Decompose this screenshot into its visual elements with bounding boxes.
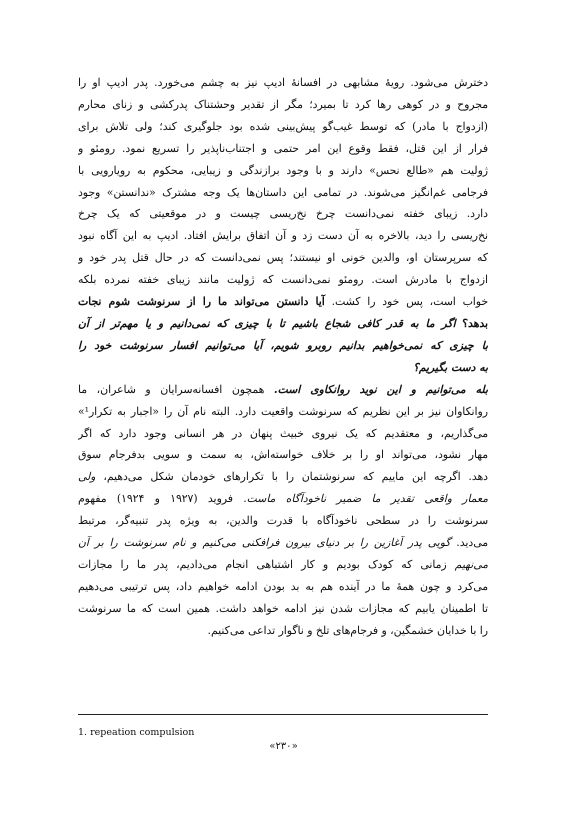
bold-italic-question: با چیزی که نمی‌خواهیم بدانیم روبرو شویم، آیا می‌توانیم افسار سرنوشت خود را <box>78 338 488 352</box>
text-line: تا اطمینان یابیم که مجازات شدن نیز ادامه خواهد داشت. همین است که ما سرنوشت <box>78 601 488 615</box>
text-line: مهار نشود، می‌تواند او را بر خلاف خواسته‌اش، به سمت و سویی بدفرجام سوق <box>78 448 488 462</box>
text-line <box>78 488 488 510</box>
bold-question: آیا دانستن می‌تواند ما را از سرنوشت شوم نجات <box>78 295 325 309</box>
page-number: «۲۳۰» <box>269 741 298 752</box>
text-line: (ازدواج با مادر) که توسط غیب‌گو پیش‌بینی شده بود جلوگیری کند؛ ولی تلاش برای <box>78 119 488 133</box>
bold-italic-question: اگر ما به قدر کافی شجاع باشیم تا با چیزی که نمی‌دانیم و یا مهم‌تر از آن <box>78 316 456 330</box>
text-line <box>78 532 488 554</box>
text-line <box>78 466 488 488</box>
italic-text: ولی <box>78 470 96 484</box>
text-line: دخترش می‌شود. رویهٔ مشابهی در افسانهٔ ادیپ نیز به چشم می‌خورد. پدر ادیپ او را <box>78 76 488 89</box>
text-line: مجروح و در کوهی رها کرد تا بمیرد؛ مگر از تقدیر وحشتناک پدرکشی و زنای محارم <box>78 97 488 111</box>
footnote-number: 1. <box>78 727 88 738</box>
text-line <box>78 313 488 335</box>
italic-text: می‌نهیم <box>454 557 488 571</box>
italic-text: گویی پدر آغازین را بر دنیای بیرون فرافکنی می‌کنیم و نام سرنوشت را بر آن <box>78 536 451 550</box>
plain-text: فروید (۱۹۲۷ و ۱۹۲۴) مفهوم <box>78 492 233 506</box>
text-line <box>78 335 488 357</box>
italic-text: معمار واقعی تقدیر ما ضمیر ناخودآگاه ماست. <box>243 492 488 506</box>
paragraph-2 <box>78 379 488 642</box>
text-line: فرجامی غم‌انگیز می‌شوند. در تمامی این داستان‌ها یک وجه مشترک «ندانستن» وجود <box>78 185 488 199</box>
plain-text: می‌دید. <box>456 536 488 550</box>
text-line: ازدواج با مادرش است. رومئو نمی‌دانست که ژولیت مانند زیبای خفته نمرده بلکه <box>78 273 488 287</box>
text-line: فرار از این قتل، فقط وقوع این امر حتمی و اجتناب‌ناپذیر را تسریع نمود. رومئو و <box>78 141 488 155</box>
footnote <box>78 727 194 738</box>
text-line <box>78 291 488 313</box>
text-line <box>78 554 488 576</box>
text-line <box>78 379 488 401</box>
plain-text: خواب است، پس خود را کشت. <box>331 295 488 309</box>
text-line: سرنوشت را در سطحی ناخودآگاه با قدرت والدین، به ویژه پدر تنبیه‌گر، مرتبط <box>78 514 488 528</box>
text-line: می‌کرد و چون همهٔ ما در آینده هم به بد بودن ادامه خواهیم داد، پس ترتیبی می‌دهیم <box>78 579 488 593</box>
text-line: می‌گذاریم، و معتقدیم که یک نیروی خبیث پنهان در هر انسانی وجود دارد که اگر <box>78 426 488 440</box>
text-line: روانکاوان نیز بر این نظریم که سرنوشت واقعیت دارد. البته نام آن را «اجبار به تکرار¹» <box>78 404 488 418</box>
plain-text: دهد. اگرچه این ماییم که سرنوشتمان را با تکرارهای خودمان شکل می‌دهیم، <box>103 470 488 484</box>
paragraph-1 <box>78 72 488 379</box>
footnote-divider <box>78 714 488 715</box>
text-line: دارد. زیبای خفته نمی‌دانست چرخ نخ‌ریسی چیست و در موقعیتی که یک چرخ <box>78 207 488 221</box>
text-line <box>78 357 488 379</box>
bold-italic-question: به دست بگیریم؟ <box>413 360 488 374</box>
text-line: را با خدایان خشمگین، و فرجام‌های تلخ و ناگوار تداعی می‌کنیم. <box>207 623 488 637</box>
text-line: نخ‌ریسی را دید، بالاخره به آن دست زد و آن اتفاق برایش افتاد. ادیپ به این آگاه نبود <box>78 229 488 243</box>
text-line: که سرپرستان او، والدین خونی او نیستند؛ پس نمی‌دانست که در حال قتل پدر خود و <box>78 251 488 265</box>
footnote-text: repeation compulsion <box>90 727 195 738</box>
bold-question: بدهد؟ <box>462 316 488 330</box>
text-line: ژولیت هم «طالع نحس» دارند و با وجود برازندگی و زیبایی، محکوم به رویارویی با <box>78 163 488 177</box>
plain-text: زمانی که کودک بودیم و کار اشتباهی انجام می‌دادیم، پدر ما را مجازات <box>78 557 447 571</box>
plain-text: همچون افسانه‌سرایان و شاعران، ما <box>78 382 265 396</box>
bold-italic-answer: بله می‌توانیم و این نوید روانکاوی است. <box>273 382 488 396</box>
body-text <box>78 72 488 642</box>
